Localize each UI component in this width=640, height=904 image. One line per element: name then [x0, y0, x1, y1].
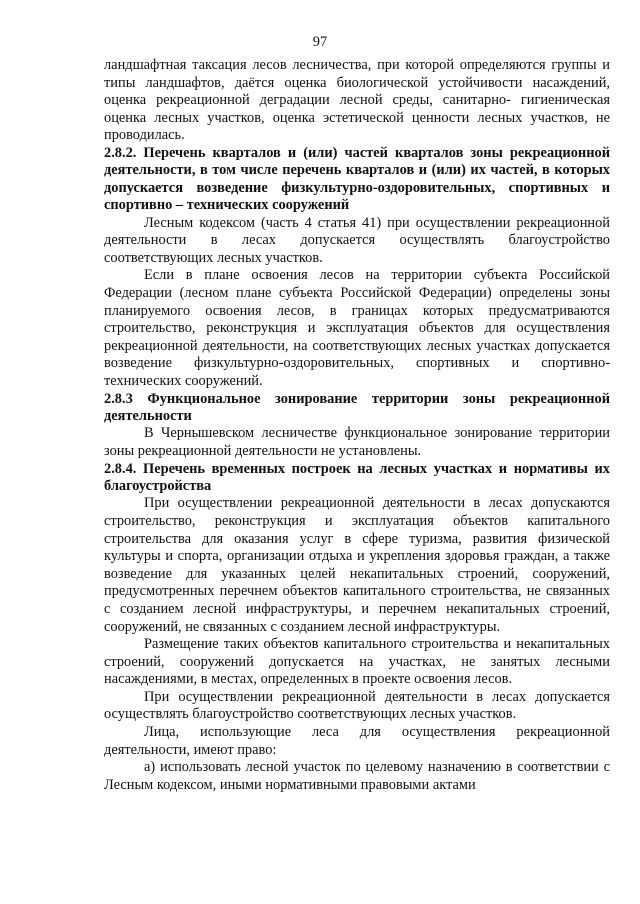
section-heading: 2.8.4. Перечень временных построек на лесных участках и нормативы их благоустройства: [104, 460, 610, 494]
section-heading: 2.8.3 Функциональное зонирование территории зоны рекреационной деятельности: [104, 390, 610, 424]
body-paragraph: При осуществлении рекреационной деятельности в лесах допускаются строительство, реконструкция и эксплуатация объектов капитального строительства для оказания услуг в сфере туризма, развития физической культуры и спорта, организации отдыха и укрепления здоровья граждан, а также возведение для указанных целей некапитальных строений, сооружений, предусмотренных перечнем объектов капитального строительства, не связанных с созданием лесной инфраструктуры, и перечнем некапитальных строений, сооружений, не связанных с созданием лесной инфраструктуры.: [104, 495, 610, 635]
body-paragraph: а) использовать лесной участок по целевому назначению в соответствии с Лесным кодексом, иными нормативными правовыми актами: [104, 759, 610, 793]
page-number: 97: [312, 34, 328, 50]
section-2-8-4: [104, 461, 610, 795]
section-2-8-3: [104, 391, 610, 461]
section-2-8-2: [104, 145, 610, 391]
body-paragraph: Если в плане освоения лесов на территории субъекта Российской Федерации (лесном плане субъекта Российской Федерации) определены зоны планируемого освоения лесов, в границах которых предусматриваются строительство, реконструкция и эксплуатация объектов для осуществления рекреационной деятельности, на соответствующих лесных участках допускается возведение физкультурно-оздоровительных, спортивных и спортивно-технических сооружений.: [104, 267, 610, 389]
body-paragraph: При осуществлении рекреационной деятельности в лесах допускается осуществлять благоустройство соответствующих лесных участков.: [104, 688, 610, 723]
page-content: [104, 57, 610, 794]
intro-paragraph: ландшафтная таксация лесов лесничества, при которой определяются группы и типы ландшафтов, даётся оценка биологической устойчивости насаждений, оценка рекреационной деградации лесной среды, санитарно- гигиеническая оценка лесных участков, оценка эстетической ценности лесных участков, не проводилась.: [104, 57, 610, 144]
body-paragraph: Размещение таких объектов капитального строительства и некапитальных строений, сооружений допускается на участках, не занятых лесными насаждениями, в местах, определенных в проекте освоения лесов.: [104, 636, 610, 688]
body-paragraph: Лица, использующие леса для осуществления рекреационной деятельности, имеют право:: [104, 724, 610, 758]
section-heading: 2.8.2. Перечень кварталов и (или) частей кварталов зоны рекреационной деятельности, в том числе перечень кварталов и (или) их частей, в которых допускается возведение физкультурно-оздоровительных, спортивных и спортивно – технических сооружений: [104, 144, 610, 214]
body-paragraph: Лесным кодексом (часть 4 статья 41) при осуществлении рекреационной деятельности в лесах допускается осуществлять благоустройство соответствующих лесных участков.: [104, 214, 610, 266]
body-paragraph: В Чернышевском лесничестве функциональное зонирование территории зоны рекреационной деятельности не установлены.: [104, 425, 610, 459]
